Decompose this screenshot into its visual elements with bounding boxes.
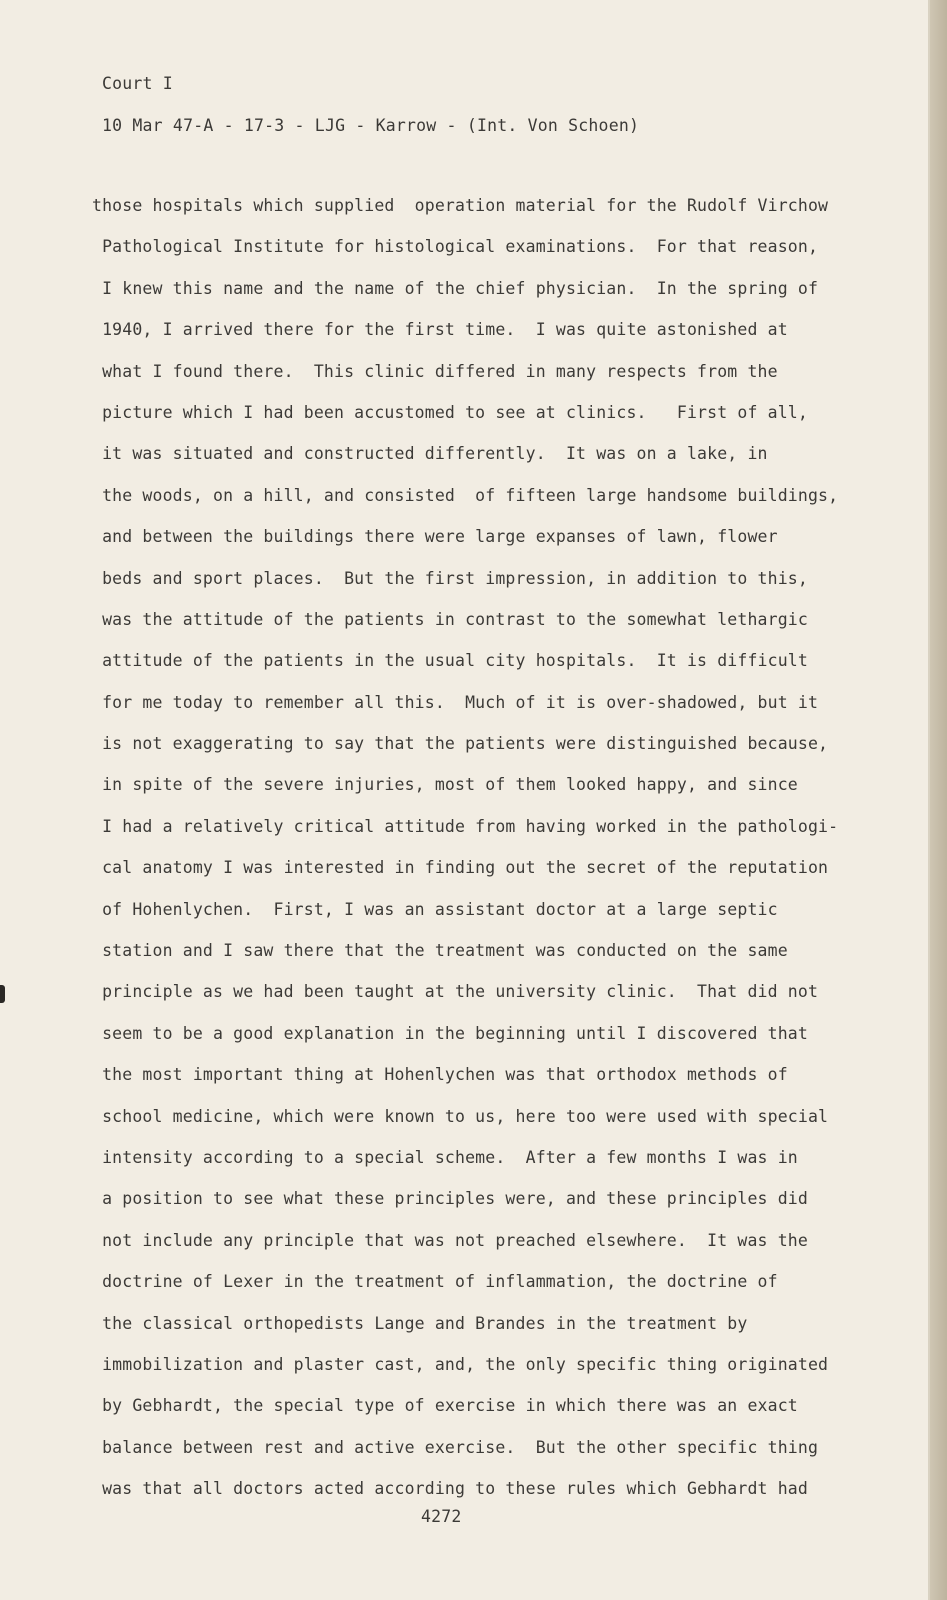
transcript-line: I knew this name and the name of the chief physician. In the spring of xyxy=(92,278,819,298)
page-edge-shadow xyxy=(930,0,947,1600)
transcript-line: I had a relatively critical attitude from having worked in the pathologi- xyxy=(92,816,839,836)
transcript-line: immobilization and plaster cast, and, the only specific thing originated xyxy=(92,1354,829,1374)
transcript-line: those hospitals which supplied operation material for the Rudolf Virchow xyxy=(92,196,829,215)
transcript-line: doctrine of Lexer in the treatment of inflammation, the doctrine of xyxy=(92,1272,778,1292)
transcript-line: balance between rest and active exercise. But the other specific thing xyxy=(92,1437,819,1457)
transcript-line: was that all doctors acted according to these rules which Gebhardt had xyxy=(92,1479,808,1499)
transcript-line: school medicine, which were known to us, here too were used with special xyxy=(92,1106,829,1126)
transcript-line: the classical orthopedists Lange and Brandes in the treatment by xyxy=(92,1313,748,1333)
transcript-body xyxy=(92,196,852,1521)
transcript-line: is not exaggerating to say that the patients were distinguished because, xyxy=(92,734,829,754)
transcript-line: the most important thing at Hohenlychen was that orthodox methods of xyxy=(92,1065,788,1085)
transcript-line: seem to be a good explanation in the beginning until I discovered that xyxy=(92,1023,808,1043)
transcript-line: by Gebhardt, the special type of exercise in which there was an exact xyxy=(92,1396,798,1416)
transcript-line: picture which I had been accustomed to see at clinics. First of all, xyxy=(92,402,808,422)
transcript-line: beds and sport places. But the first impression, in addition to this, xyxy=(92,568,808,588)
transcript-line: not include any principle that was not preached elsewhere. It was the xyxy=(92,1230,808,1250)
transcript-line: for me today to remember all this. Much of it is over-shadowed, but it xyxy=(92,692,819,712)
transcript-line: the woods, on a hill, and consisted of fifteen large handsome buildings, xyxy=(92,485,839,505)
transcript-line: station and I saw there that the treatment was conducted on the same xyxy=(92,941,788,961)
transcript-line: intensity according to a special scheme. After a few months I was in xyxy=(92,1147,798,1167)
transcript-line: a position to see what these principles were, and these principles did xyxy=(92,1189,808,1209)
transcript-line: principle as we had been taught at the university clinic. That did not xyxy=(92,982,819,1002)
court-heading: Court I xyxy=(102,74,173,93)
transcript-line: and between the buildings there were large expanses of lawn, flower xyxy=(92,527,778,547)
transcript-line: attitude of the patients in the usual city hospitals. It is difficult xyxy=(92,651,808,671)
binding-mark xyxy=(0,985,5,1003)
session-reference: 10 Mar 47-A - 17-3 - LJG - Karrow - (Int. Von Schoen) xyxy=(102,116,640,135)
transcript-line: cal anatomy I was interested in finding out the secret of the reputation xyxy=(92,858,829,878)
transcript-line: 1940, I arrived there for the first time. I was quite astonished at xyxy=(92,320,788,340)
transcript-line: in spite of the severe injuries, most of them looked happy, and since xyxy=(92,775,798,795)
transcript-line: Pathological Institute for histological examinations. For that reason, xyxy=(92,237,819,257)
transcript-line: it was situated and constructed differently. It was on a lake, in xyxy=(92,444,768,464)
transcript-line: was the attitude of the patients in contrast to the somewhat lethargic xyxy=(92,609,808,629)
page-number: 4272 xyxy=(421,1507,462,1526)
transcript-line: what I found there. This clinic differed in many respects from the xyxy=(92,361,778,381)
transcript-line: of Hohenlychen. First, I was an assistant doctor at a large septic xyxy=(92,899,778,919)
